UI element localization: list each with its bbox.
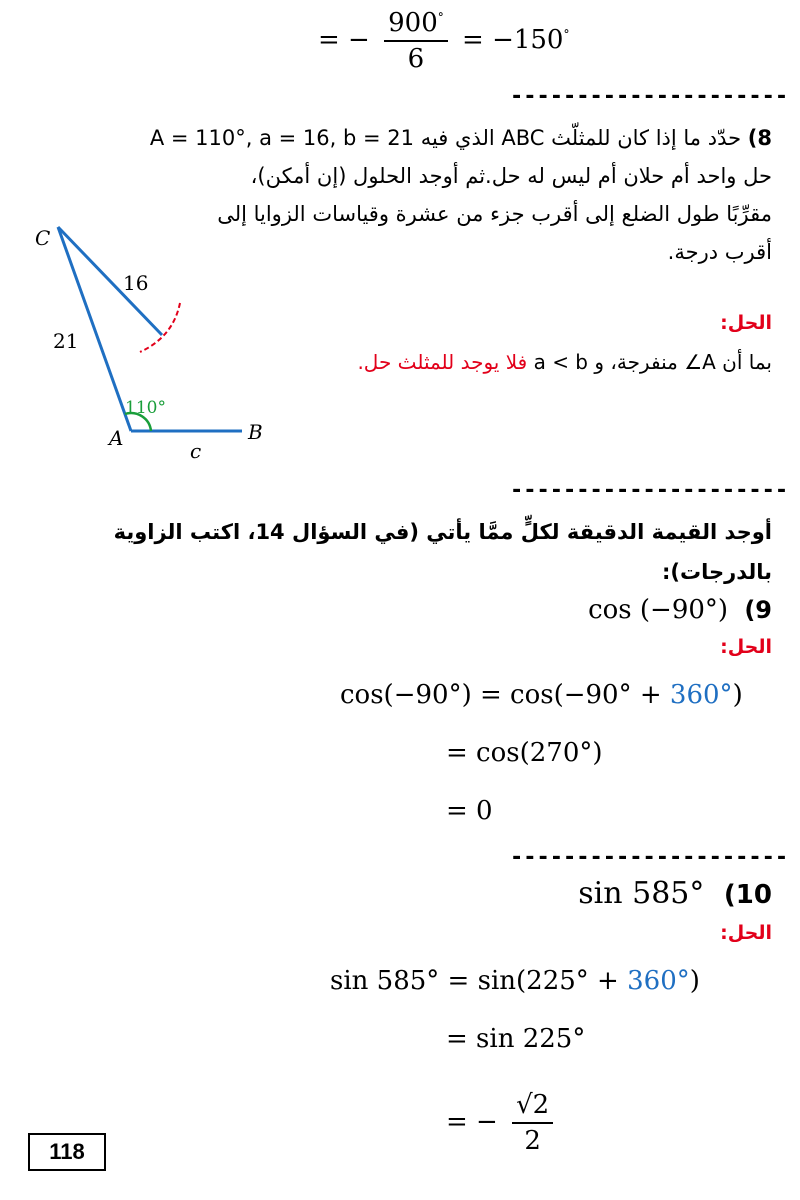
- top-calc-denominator: 6: [407, 44, 425, 74]
- question-10-step1: [330, 966, 700, 996]
- question-9-step1: [340, 680, 743, 710]
- side-a-value: 16: [123, 271, 149, 295]
- top-calculation: = − $\frac{900^\circ}{6}$ = −150°: [318, 8, 570, 74]
- question-8-line4: أقرب درجة.: [667, 240, 772, 264]
- question-10: [578, 876, 772, 911]
- question-10-step2: = sin 225°: [446, 1024, 586, 1054]
- question-10-number: (10: [723, 880, 772, 910]
- top-calc-rhs: = −150: [462, 25, 564, 55]
- question-8-solution-label: الحل:: [720, 312, 772, 334]
- question-8-number: 8): [747, 126, 772, 150]
- q10-step1-right: ): [689, 966, 700, 996]
- question-8-line1: حدّد ما إذا كان للمثلّث ABC الذي فيه A = 110°, a = 16, b = 21: [149, 126, 742, 150]
- question-9-step3: = 0: [446, 796, 493, 826]
- separator-3: ---------------------: [510, 845, 789, 870]
- instructions-line2: بالدرجات):: [662, 560, 772, 584]
- q10-step1-left: sin 585° = sin(225° +: [330, 966, 628, 996]
- question-8-answer-text: بما أن A∠ منفرجة، و a < b: [533, 350, 772, 374]
- q10-step1-blue: 360°: [627, 966, 690, 996]
- question-8-line3: مقرِّبًا طول الضلع إلى أقرب جزء من عشرة وقياسات الزوايا إلى: [217, 202, 772, 226]
- question-10-step3: [446, 1090, 559, 1156]
- question-10-expression: sin 585°: [578, 876, 705, 911]
- angle-a-value: 110°: [125, 398, 166, 418]
- question-8-body: [212, 157, 772, 271]
- question-8-line2: حل واحد أم حلان أم ليس له حل.ثم أوجد الحلول (إن أمكن)،: [250, 164, 772, 188]
- question-10-solution-label: الحل:: [720, 922, 772, 944]
- q10-step3-numerator: √2: [512, 1090, 553, 1124]
- top-calc-numerator: 900: [388, 8, 438, 38]
- q10-step3-fraction: [512, 1090, 553, 1156]
- page-number: 118: [28, 1133, 106, 1171]
- q10-step3-denominator: 2: [524, 1126, 541, 1156]
- vertex-c-label: C: [35, 226, 51, 250]
- question-8: [52, 120, 772, 157]
- top-calc-fraction: $\frac{900^\circ}{6}$: [384, 8, 448, 74]
- q10-step3-prefix: = −: [446, 1107, 498, 1137]
- question-9-step2: = cos(270°): [446, 738, 603, 768]
- question-8-answer-conclusion: فلا يوجد للمثلث حل.: [357, 350, 528, 374]
- question-9-expression: cos (−90°): [588, 595, 729, 625]
- vertex-a-label: A: [109, 426, 124, 450]
- question-9: [588, 595, 772, 625]
- exact-value-instructions: [112, 512, 772, 592]
- q9-step1-blue: 360°: [669, 680, 733, 710]
- compass-arc: [140, 303, 180, 352]
- q9-step1-left: cos(−90°) = cos(−90° +: [340, 680, 670, 710]
- separator-1: ---------------------: [510, 84, 789, 109]
- q9-step1-right: ): [732, 680, 743, 710]
- triangle-figure: [25, 225, 285, 465]
- question-9-number: (9: [744, 596, 772, 624]
- question-9-solution-label: الحل:: [720, 636, 772, 658]
- question-8-answer: [252, 350, 772, 374]
- instructions-line1: أوجد القيمة الدقيقة لكلٍّ ممَّا يأتي (في السؤال 14، اكتب الزاوية: [113, 520, 772, 544]
- top-calc-lhs: = −: [318, 25, 370, 55]
- side-c-label: c: [190, 439, 202, 463]
- separator-2: ---------------------: [510, 478, 789, 503]
- side-b-value: 21: [53, 329, 79, 353]
- vertex-b-label: B: [248, 420, 263, 444]
